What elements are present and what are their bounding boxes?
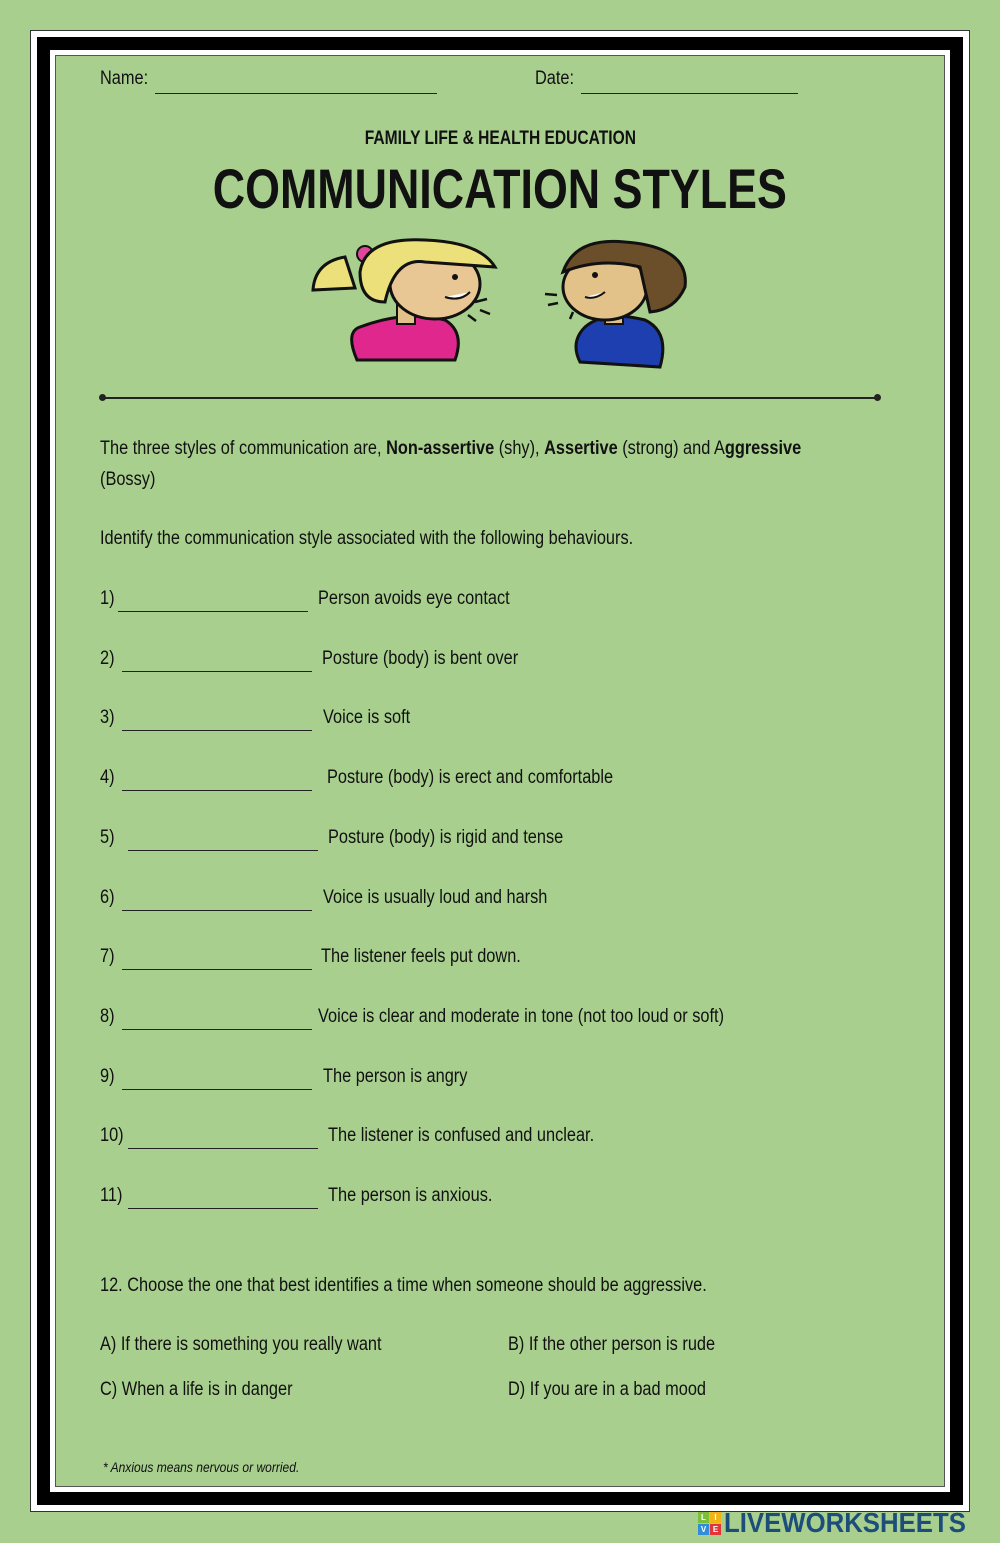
item-behaviour: The person is anxious. <box>328 1185 493 1206</box>
intro-part: (strong) and A <box>617 438 725 459</box>
footnote: * Anxious means nervous or worried. <box>103 1459 300 1475</box>
item-behaviour: Posture (body) is erect and comfortable <box>327 767 614 789</box>
term-assertive: Assertive <box>544 438 618 459</box>
item-behaviour: Voice is clear and moderate in tone (not too loud or soft) <box>318 1005 725 1027</box>
item-number: 6) <box>100 886 115 908</box>
logo-letter: E <box>710 1524 721 1535</box>
item-behaviour: The listener is confused and unclear. <box>328 1125 595 1147</box>
answer-input[interactable] <box>118 590 308 612</box>
term-non-assertive: Non-assertive <box>386 438 495 459</box>
item-number: 2) <box>100 647 115 669</box>
item-number: 9) <box>100 1065 115 1087</box>
answer-input[interactable] <box>128 829 318 851</box>
item-number: 8) <box>100 1005 115 1027</box>
intro-part: (shy), <box>494 438 545 459</box>
item-behaviour: Person avoids eye contact <box>318 588 510 609</box>
name-label: Name: <box>100 68 149 89</box>
answer-input[interactable] <box>122 889 312 911</box>
term-aggressive: ggressive <box>724 438 802 459</box>
logo-letter: I <box>710 1512 721 1523</box>
date-label: Date: <box>535 68 575 89</box>
item-number: 10) <box>100 1125 124 1147</box>
instruction: Identify the communication style associated with the following behaviours. <box>100 528 634 549</box>
divider-dot-right <box>874 394 881 401</box>
answer-input[interactable] <box>128 1187 318 1209</box>
date-input[interactable] <box>581 72 798 94</box>
name-input[interactable] <box>155 72 437 94</box>
option-d[interactable]: D) If you are in a bad mood <box>508 1379 707 1400</box>
logo-text: LIVEWORKSHEETS <box>724 1507 966 1538</box>
answer-input[interactable] <box>128 1127 318 1149</box>
answer-input[interactable] <box>122 769 312 791</box>
intro-text <box>100 438 801 460</box>
intro-part: The three styles of communication are, <box>100 438 387 459</box>
answer-input[interactable] <box>122 1008 312 1030</box>
item-number: 4) <box>100 767 115 789</box>
page-title: COMMUNICATION STYLES <box>212 157 788 220</box>
option-c[interactable]: C) When a life is in danger <box>100 1379 293 1400</box>
logo-icon <box>698 1512 721 1535</box>
girl-illustration <box>313 240 495 360</box>
option-a[interactable]: A) If there is something you really want <box>100 1334 382 1355</box>
item-behaviour: Voice is soft <box>323 707 411 729</box>
answer-input[interactable] <box>122 709 312 731</box>
item-behaviour: Posture (body) is bent over <box>322 647 519 669</box>
intro-text-cont: (Bossy) <box>100 469 156 490</box>
two-kids-talking-illustration <box>305 232 700 377</box>
answer-input[interactable] <box>122 650 312 672</box>
item-number: 5) <box>100 826 115 848</box>
question-12: 12. Choose the one that best identifies a time when someone should be aggressive. <box>100 1275 707 1296</box>
boy-illustration <box>545 241 685 367</box>
subtitle: FAMILY LIFE & HEALTH EDUCATION <box>364 128 636 149</box>
liveworksheets-logo <box>698 1507 987 1539</box>
item-number: 3) <box>100 707 115 729</box>
option-b[interactable]: B) If the other person is rude <box>508 1334 716 1355</box>
item-number: 7) <box>100 946 115 968</box>
item-behaviour: Posture (body) is rigid and tense <box>328 826 564 848</box>
logo-letter: V <box>698 1524 709 1535</box>
item-behaviour: The listener feels put down. <box>321 946 521 968</box>
answer-input[interactable] <box>122 948 312 970</box>
item-number: 1) <box>100 588 115 609</box>
item-behaviour: The person is angry <box>323 1065 468 1087</box>
answer-input[interactable] <box>122 1068 312 1090</box>
item-number: 11) <box>100 1185 123 1206</box>
item-behaviour: Voice is usually loud and harsh <box>323 886 548 908</box>
divider-line <box>102 397 878 399</box>
logo-letter: L <box>698 1512 709 1523</box>
